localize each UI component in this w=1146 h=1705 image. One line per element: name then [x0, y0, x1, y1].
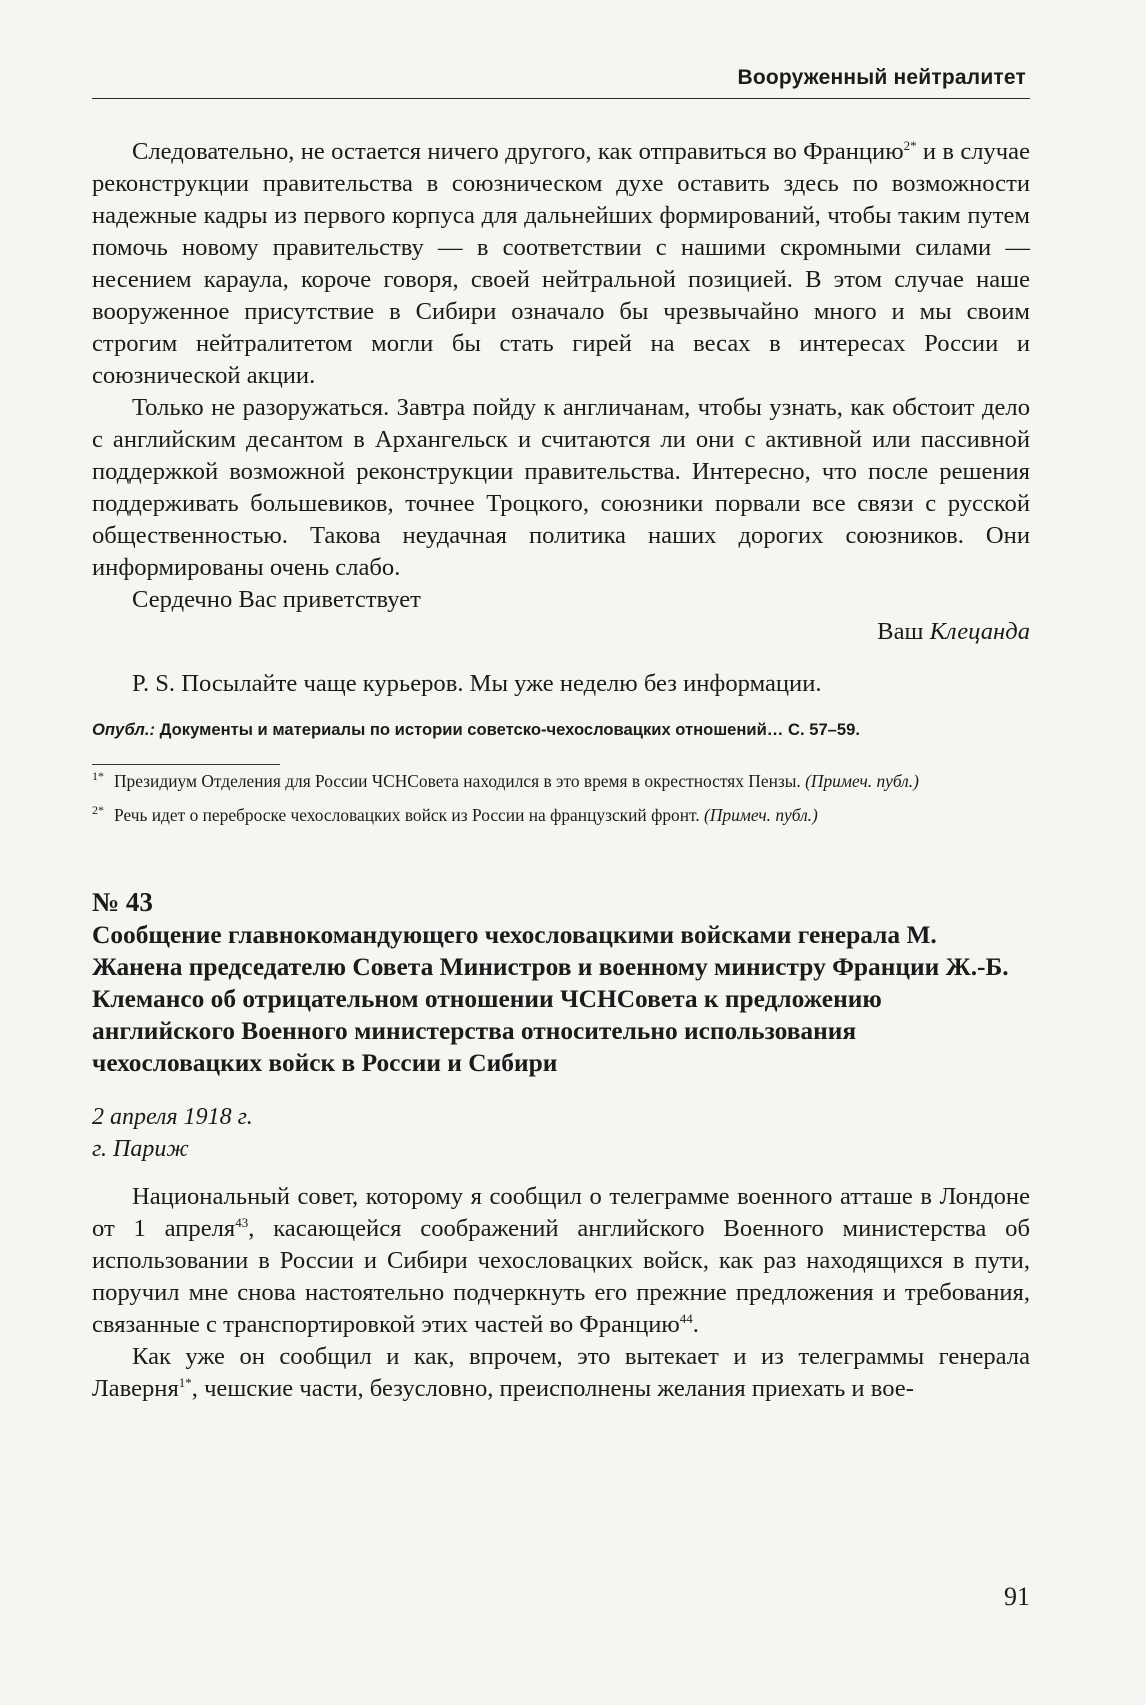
document-date: 2 апреля 1918 г.: [92, 1104, 253, 1130]
footnote-ref: 44: [679, 1311, 693, 1326]
signature-prefix: Ваш: [877, 618, 930, 645]
source-text: Документы и материалы по истории советско-чехословацких отношений… С. 57–59.: [155, 720, 860, 739]
paragraph: [92, 136, 1030, 392]
document-number: № 43: [92, 887, 153, 917]
document-body: [92, 1181, 1030, 1405]
paragraph-text: .: [692, 1311, 699, 1338]
header-rule: [92, 98, 1030, 99]
signature: [92, 616, 1030, 648]
paragraph: [92, 1341, 1030, 1405]
paragraph-text: и в случае реконструкции правительства в союзническом духе оставить здесь по возможности надежные кадры из первого корпуса для дальнейших формирований, чтобы таким путем помочь новому правительству — в соответствии с нашими скромными силами — несением караула, короче говоря, своей нейтральной позицией. В этом случае наше вооруженное присутствие в Сибири означало бы чрезвычайно много и мы своим строгим нейтралитетом могли бы стать гирей на весах в интересах России и союзнической акции.: [92, 138, 1031, 389]
footnote-text: Речь идет о переброске чехословацких войск из России на французский фронт.: [114, 805, 705, 825]
greeting: Сердечно Вас приветствует: [132, 586, 421, 613]
paragraph-text: Как уже он сообщил и как, впрочем, это вытекает и из телеграммы генерала Лаверня: [92, 1343, 1030, 1402]
paragraph-text: Следовательно, не остается ничего другого, как отправиться во Францию: [132, 138, 904, 165]
source-lead: Опубл.:: [92, 720, 155, 739]
paragraph: [92, 392, 1030, 584]
footnote-rule: [92, 764, 280, 765]
paragraph: [92, 1181, 1030, 1341]
footnote: [92, 803, 1030, 827]
paragraph-text: Только не разоружаться. Завтра пойду к англичанам, чтобы узнать, как обстоит дело с английским десантом в Архангельск и считаются ли они с активной или пассивной поддержкой возможной реконструкции правительства. Интересно, что после решения поддерживать большевиков, точнее Троцкого, союзники порвали все связи с русской общественностью. Такова неудачная политика наших дорогих союзников. Они информированы очень слабо.: [92, 394, 1030, 581]
paragraph-text: Национальный совет, которому я сообщил о телеграмме военного атташе в Лондоне от 1 апреля: [92, 1183, 1030, 1242]
footnote-text: Президиум Отделения для России ЧСНСовета находился в это время в окрестностях Пензы.: [114, 771, 806, 791]
footnote-ref: 2*: [903, 138, 917, 153]
postscript: P. S. Посылайте чаще курьеров. Мы уже неделю без информации.: [132, 670, 822, 697]
document-place: г. Париж: [92, 1136, 189, 1162]
running-head: Вооруженный нейтралитет: [737, 66, 1026, 89]
footnote-note: (Примеч. публ.): [805, 771, 919, 791]
footnote-mark: 2*: [92, 803, 104, 817]
paragraph-text: , касающейся соображений английского Военного министерства об использовании в России и Сибири чехословацких войск, как раз находящихся в пути, поручил мне снова настоятельно подчеркнуть его прежние предложения и требования, связанные с транспортировкой этих частей во Францию: [92, 1215, 1030, 1338]
page-number: 91: [1004, 1582, 1030, 1611]
footnote-ref: 43: [235, 1215, 249, 1230]
paragraph-text: , чешские части, безусловно, преисполнены желания приехать и вое-: [191, 1375, 914, 1402]
footnote-ref: 1*: [178, 1375, 192, 1390]
footnote: [92, 769, 1030, 793]
page-content: [92, 136, 1030, 1405]
footnote-mark: 1*: [92, 769, 104, 783]
footnote-note: (Примеч. публ.): [704, 805, 818, 825]
document-title: Сообщение главнокомандующего чехословацкими войсками генерала М. Жанена председателю Совета Министров и военному министру Франции Ж.-Б. Клемансо об отрицательном отношении ЧСНСовета к предложению английского Военного министерства относительно использования чехословацких войск в России и Сибири: [92, 921, 1009, 1077]
signature-name: Клецанда: [929, 618, 1030, 645]
publication-source: [92, 718, 1030, 742]
